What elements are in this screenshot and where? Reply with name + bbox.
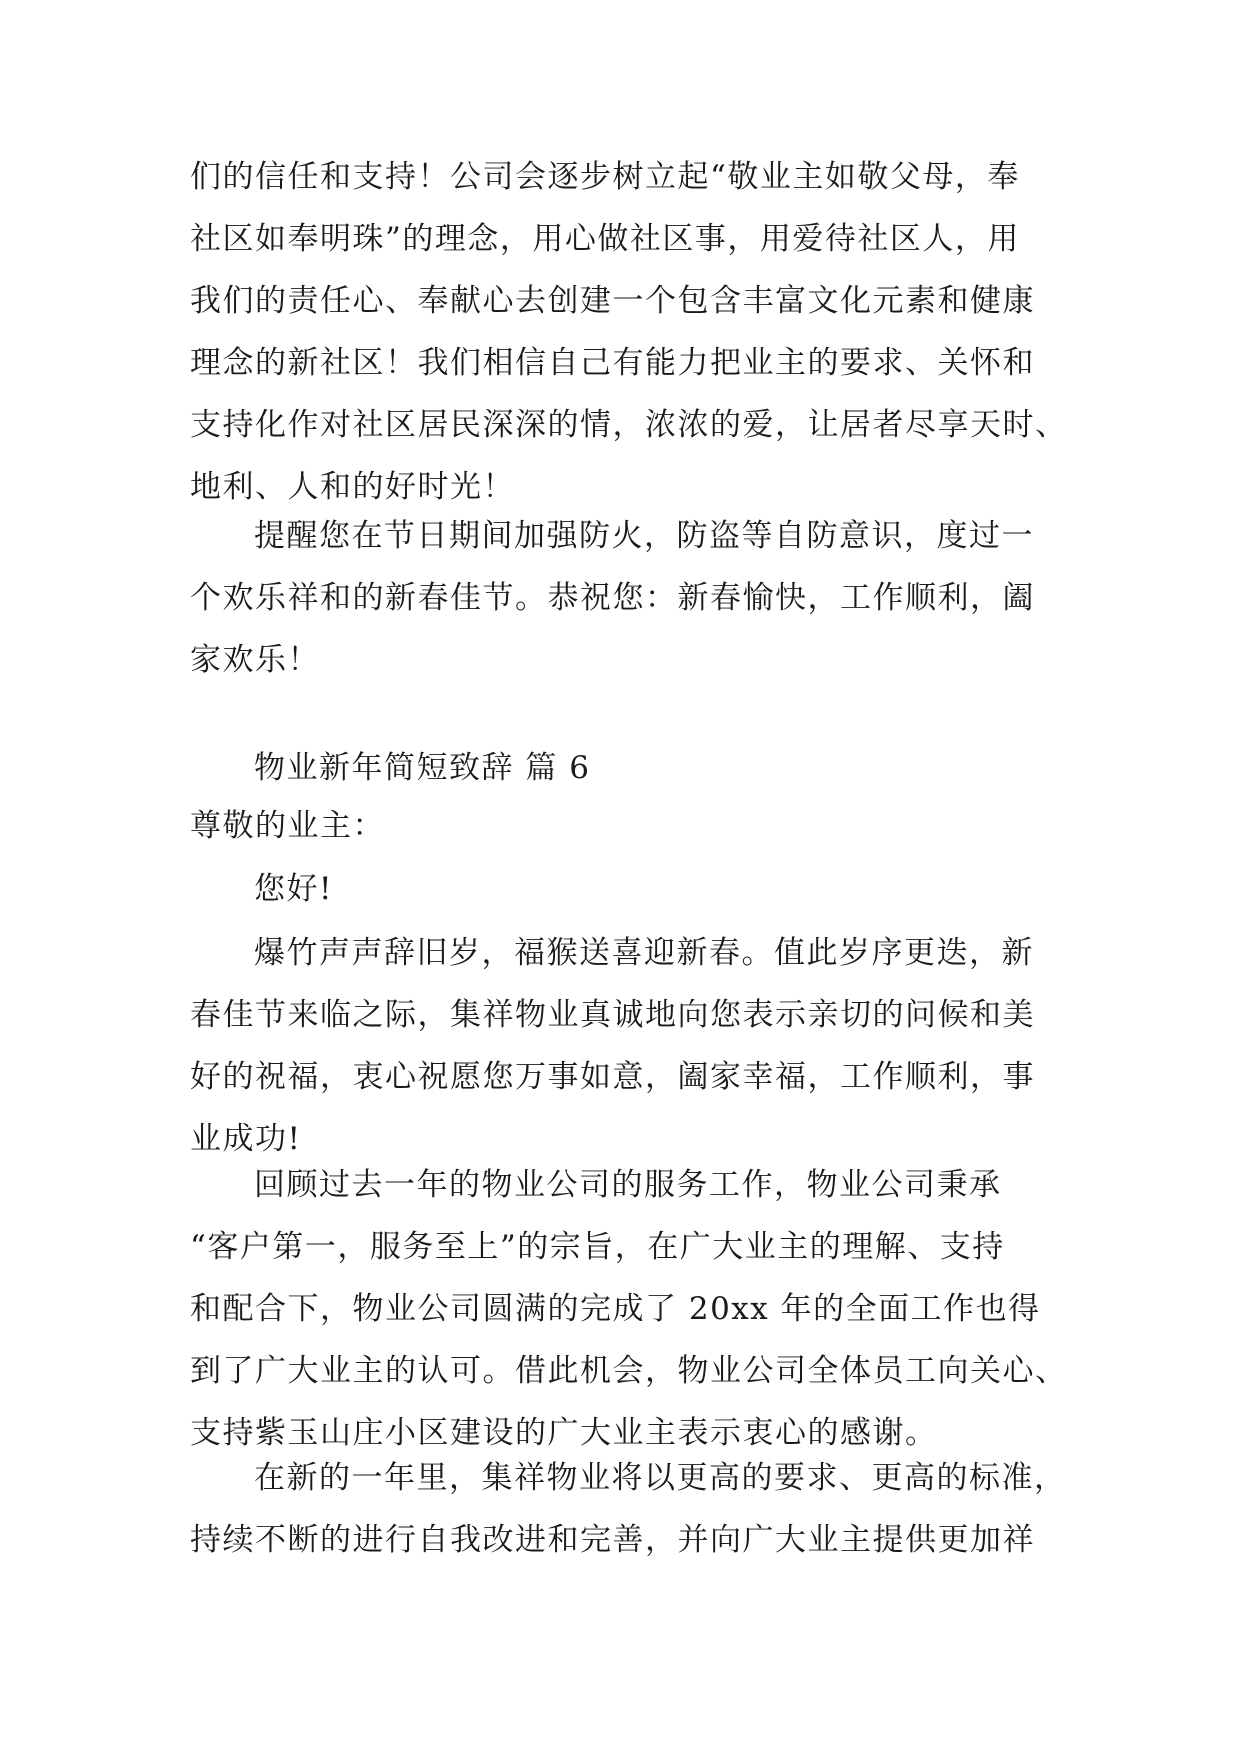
text-line: 持续不断的进行自我改进和完善，并向广大业主提供更加祥 — [190, 1522, 1035, 1558]
reminder-paragraph — [190, 505, 1050, 691]
paragraph-2 — [190, 1154, 1068, 1464]
greeting: 您好! — [254, 871, 333, 907]
greeting-block — [190, 858, 1050, 920]
text-line: 支持化作对社区居民深深的情，浓浓的爱，让居者尽享天时、 — [190, 407, 1068, 443]
salutation: 尊敬的业主： — [190, 808, 385, 844]
text-line: 好的祝福，衷心祝愿您万事如意，阖家幸福，工作顺利，事 — [190, 1059, 1035, 1095]
text-line: 到了广大业主的认可。借此机会，物业公司全体员工向关心、 — [190, 1353, 1068, 1389]
text-line: 理念的新社区！我们相信自己有能力把业主的要求、关怀和 — [190, 345, 1035, 381]
text-line: 在新的一年里，集祥物业将以更高的要求、更高的标准， — [254, 1460, 1067, 1496]
text-line: 我们的责任心、奉献心去创建一个包含丰富文化元素和健康 — [190, 283, 1035, 319]
text-line: 提醒您在节日期间加强防火，防盗等自防意识，度过一 — [254, 518, 1034, 554]
section-heading — [190, 737, 1050, 799]
text-line: 春佳节来临之际，集祥物业真诚地向您表示亲切的问候和美 — [190, 997, 1035, 1033]
text-line: 业成功! — [190, 1121, 302, 1157]
continued-paragraph — [190, 146, 1068, 518]
text-line: 回顾过去一年的物业公司的服务工作，物业公司秉承 — [254, 1167, 1002, 1203]
text-line: “客户第一，服务至上”的宗旨，在广大业主的理解、支持 — [190, 1229, 1005, 1265]
paragraph-3 — [190, 1447, 1067, 1571]
text-line: 爆竹声声辞旧岁，福猴送喜迎新春。值此岁序更迭，新 — [254, 935, 1034, 971]
text-line: 家欢乐！ — [190, 642, 320, 678]
text-line: 和配合下，物业公司圆满的完成了 20xx 年的全面工作也得 — [190, 1291, 1041, 1327]
section-title: 物业新年简短致辞 篇 6 — [254, 750, 591, 786]
text-line: 地利、人和的好时光！ — [190, 469, 515, 505]
paragraph-1 — [190, 922, 1050, 1170]
text-line: 支持紫玉山庄小区建设的广大业主表示衷心的感谢。 — [190, 1415, 938, 1451]
text-line: 社区如奉明珠”的理念，用心做社区事，用爱待社区人，用 — [190, 221, 1020, 257]
salutation-block — [190, 795, 1050, 857]
text-line: 们的信任和支持！公司会逐步树立起“敬业主如敬父母，奉 — [190, 159, 1020, 195]
text-line: 个欢乐祥和的新春佳节。恭祝您：新春愉快，工作顺利，阖 — [190, 580, 1035, 616]
